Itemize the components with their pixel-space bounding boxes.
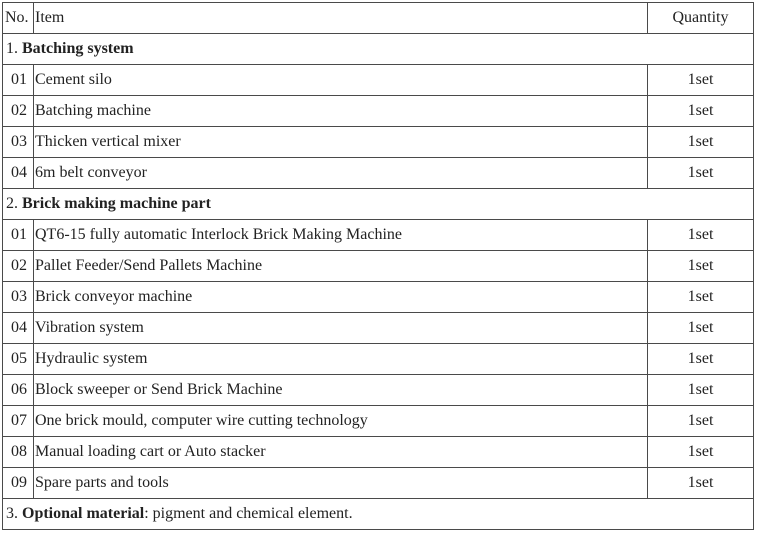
table-row bbox=[3, 406, 754, 437]
row-item: Batching machine bbox=[34, 96, 648, 127]
row-item: Thicken vertical mixer bbox=[34, 127, 648, 158]
table-row bbox=[3, 282, 754, 313]
row-number: 04 bbox=[3, 313, 34, 344]
row-number: 02 bbox=[3, 96, 34, 127]
table-row bbox=[3, 313, 754, 344]
row-item: QT6-15 fully automatic Interlock Brick Making Machine bbox=[34, 220, 648, 251]
row-quantity: 1set bbox=[648, 437, 754, 468]
header-no: No. bbox=[3, 3, 34, 34]
row-quantity: 1set bbox=[648, 468, 754, 499]
section-row-brick-making-machine-part bbox=[3, 189, 754, 220]
section-title: Optional material bbox=[22, 505, 145, 522]
table-row bbox=[3, 96, 754, 127]
row-number: 03 bbox=[3, 127, 34, 158]
section-number: 3. bbox=[6, 505, 18, 522]
equipment-list-table bbox=[2, 2, 754, 530]
row-quantity: 1set bbox=[648, 220, 754, 251]
row-item: Manual loading cart or Auto stacker bbox=[34, 437, 648, 468]
row-number: 09 bbox=[3, 468, 34, 499]
section-row-batching-system bbox=[3, 34, 754, 65]
section-title-cell bbox=[3, 189, 754, 220]
row-quantity: 1set bbox=[648, 65, 754, 96]
row-number: 06 bbox=[3, 375, 34, 406]
row-quantity: 1set bbox=[648, 96, 754, 127]
section-number: 2. bbox=[6, 195, 18, 212]
row-item: Hydraulic system bbox=[34, 344, 648, 375]
table-row bbox=[3, 127, 754, 158]
row-item: Block sweeper or Send Brick Machine bbox=[34, 375, 648, 406]
table-row bbox=[3, 437, 754, 468]
row-item: One brick mould, computer wire cutting technology bbox=[34, 406, 648, 437]
table-header-row bbox=[3, 3, 754, 34]
footer-note-text: : pigment and chemical element. bbox=[144, 505, 353, 522]
row-number: 07 bbox=[3, 406, 34, 437]
table-row bbox=[3, 468, 754, 499]
row-number: 01 bbox=[3, 65, 34, 96]
table-row bbox=[3, 344, 754, 375]
table-row bbox=[3, 375, 754, 406]
row-number: 04 bbox=[3, 158, 34, 189]
row-item: Brick conveyor machine bbox=[34, 282, 648, 313]
row-quantity: 1set bbox=[648, 344, 754, 375]
row-item: Cement silo bbox=[34, 65, 648, 96]
row-quantity: 1set bbox=[648, 406, 754, 437]
row-number: 02 bbox=[3, 251, 34, 282]
row-number: 01 bbox=[3, 220, 34, 251]
row-item: Vibration system bbox=[34, 313, 648, 344]
row-number: 05 bbox=[3, 344, 34, 375]
row-number: 03 bbox=[3, 282, 34, 313]
row-item: 6m belt conveyor bbox=[34, 158, 648, 189]
table-row bbox=[3, 158, 754, 189]
row-quantity: 1set bbox=[648, 251, 754, 282]
section-title-cell bbox=[3, 34, 754, 65]
row-quantity: 1set bbox=[648, 158, 754, 189]
row-quantity: 1set bbox=[648, 313, 754, 344]
row-quantity: 1set bbox=[648, 127, 754, 158]
section-title: Batching system bbox=[22, 40, 134, 57]
table-row bbox=[3, 251, 754, 282]
header-item: Item bbox=[34, 3, 648, 34]
section-row-optional-material bbox=[3, 499, 754, 530]
row-quantity: 1set bbox=[648, 375, 754, 406]
header-quantity: Quantity bbox=[648, 3, 754, 34]
table-body bbox=[3, 3, 754, 530]
row-quantity: 1set bbox=[648, 282, 754, 313]
footer-note-cell bbox=[3, 499, 754, 530]
table-row bbox=[3, 65, 754, 96]
table-row bbox=[3, 220, 754, 251]
section-title: Brick making machine part bbox=[22, 195, 211, 212]
row-item: Spare parts and tools bbox=[34, 468, 648, 499]
section-number: 1. bbox=[6, 40, 18, 57]
row-item: Pallet Feeder/Send Pallets Machine bbox=[34, 251, 648, 282]
row-number: 08 bbox=[3, 437, 34, 468]
